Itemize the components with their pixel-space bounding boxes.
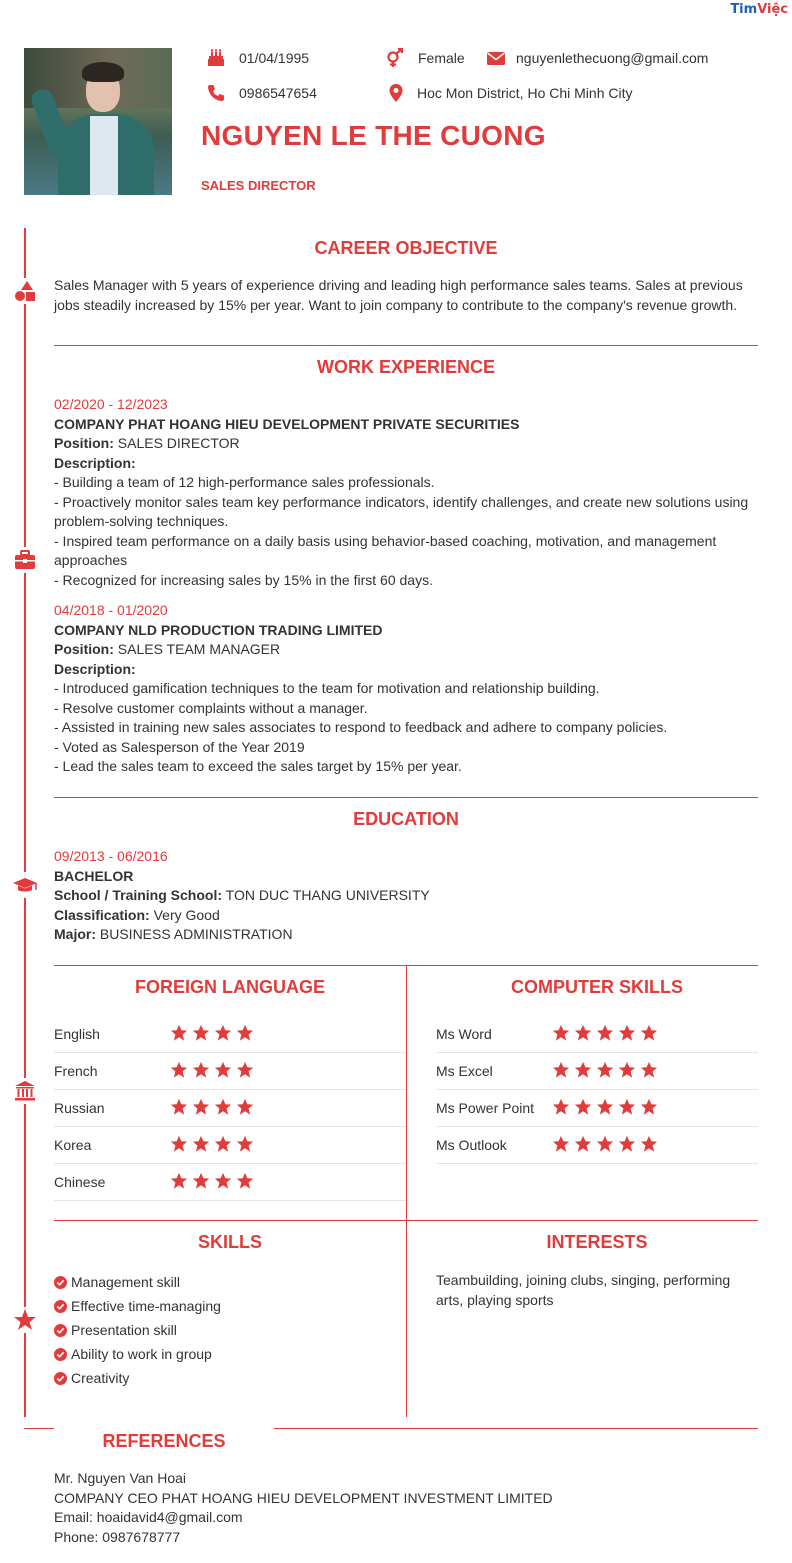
computer-title: COMPUTER SKILLS — [510, 977, 683, 997]
job-2 — [54, 601, 754, 777]
birthday-field: 01/04/1995 — [206, 48, 309, 68]
rating-label: French — [54, 1063, 98, 1079]
reference-phone: Phone: 0987678777 — [54, 1528, 181, 1545]
education-classification: Very Good — [153, 906, 220, 923]
education-entry: 09/2013 - 06/2016 BACHELOR School / Training School: TON DUC THANG UNIVERSITY Classification: Very Good Major: BUSINESS ADMINISTRATION — [54, 847, 754, 945]
rating-row — [436, 1016, 758, 1053]
check-circle-icon — [54, 1300, 67, 1313]
star-icon — [12, 1307, 38, 1333]
rating-label: Ms Word — [436, 1026, 492, 1042]
education-degree: BACHELOR — [54, 867, 134, 884]
rating-row — [54, 1090, 406, 1127]
rating-label: Ms Power Point — [436, 1100, 535, 1116]
rating-row — [436, 1127, 758, 1164]
bank-icon — [12, 1078, 38, 1104]
star-icon — [214, 1135, 232, 1156]
education-title: EDUCATION — [353, 809, 459, 829]
star-icon — [236, 1098, 254, 1119]
star-icon — [618, 1135, 636, 1156]
divider — [24, 1428, 54, 1429]
job-line: - Building a team of 12 high-performance sales professionals. — [54, 474, 435, 490]
star-icon — [596, 1098, 614, 1119]
star-icon — [192, 1061, 210, 1082]
rating-label: Korea — [54, 1137, 92, 1153]
star-icon — [170, 1098, 188, 1119]
star-icon — [236, 1024, 254, 1045]
job-line: - Recognized for increasing sales by 15% in the first 60 days. — [54, 571, 433, 588]
rating-label: Russian — [54, 1100, 105, 1116]
brand-logo: TimViệc — [730, 2, 788, 17]
rating-label: English — [54, 1026, 100, 1042]
language-title: FOREIGN LANGUAGE — [134, 977, 325, 997]
skill-item — [54, 1274, 180, 1290]
star-icon — [618, 1061, 636, 1082]
star-icon — [574, 1098, 592, 1119]
job-company: COMPANY NLD PRODUCTION TRADING LIMITED — [54, 621, 383, 638]
rating-row — [436, 1053, 758, 1090]
rating-row — [54, 1053, 406, 1090]
star-icon — [192, 1098, 210, 1119]
interests-text: Teambuilding, joining clubs, singing, performing arts, playing sports — [436, 1272, 731, 1308]
job-line: - Introduced gamification techniques to the team for motivation and relationship building. — [54, 680, 600, 696]
divider — [54, 345, 758, 346]
map-pin-icon — [386, 83, 406, 103]
skill-item — [54, 1322, 177, 1338]
education-date: 09/2013 - 06/2016 — [54, 848, 168, 864]
gender-icon — [385, 48, 405, 68]
cake-icon — [206, 48, 226, 68]
skill-item — [54, 1370, 129, 1386]
star-icon — [552, 1024, 570, 1045]
interests-title: INTERESTS — [546, 1232, 648, 1252]
star-icon — [618, 1098, 636, 1119]
divider — [54, 797, 758, 798]
star-icon — [596, 1135, 614, 1156]
objective-text: Sales Manager with 5 years of experience driving and leading high performance sales teams. Sales at previous jobs steadily increased by 15% per year. Want to join company to contribute to the company's revenue growth. — [54, 277, 743, 313]
job-line: - Proactively monitor sales team key performance indicators, identify challenges, and create new solutions using problem-solving techniques. — [54, 493, 749, 529]
rating-stars — [552, 1024, 658, 1045]
rating-stars — [170, 1024, 254, 1045]
job-1 — [54, 395, 754, 590]
job-description-label: Description: — [54, 660, 136, 677]
rating-stars — [170, 1061, 254, 1082]
skill-item — [54, 1298, 221, 1314]
job-line: - Assisted in training new sales associates to respond to feedback and adhere to company policies. — [54, 719, 668, 735]
job-company: COMPANY PHAT HOANG HIEU DEVELOPMENT PRIVATE SECURITIES — [54, 415, 520, 432]
candidate-position: SALES DIRECTOR — [201, 178, 316, 193]
reference-company: COMPANY CEO PHAT HOANG HIEU DEVELOPMENT INVESTMENT LIMITED — [54, 1489, 553, 1506]
skills-title: SKILLS — [197, 1232, 262, 1252]
reference-entry — [54, 1469, 754, 1547]
star-icon — [574, 1135, 592, 1156]
column-divider — [406, 965, 407, 1417]
star-icon — [640, 1135, 658, 1156]
job-line: - Inspired team performance on a daily basis using behavior-based coaching, motivation, and management approaches — [54, 532, 717, 568]
star-icon — [640, 1098, 658, 1119]
star-icon — [170, 1024, 188, 1045]
check-circle-icon — [54, 1276, 67, 1289]
shapes-icon — [12, 278, 38, 304]
skill-label: Effective time-managing — [71, 1298, 221, 1314]
profile-photo — [24, 48, 172, 195]
check-circle-icon — [54, 1348, 67, 1361]
job-date: 02/2020 - 12/2023 — [54, 396, 168, 412]
rating-stars — [552, 1098, 658, 1119]
star-icon — [596, 1061, 614, 1082]
rating-stars — [170, 1135, 254, 1156]
star-icon — [596, 1024, 614, 1045]
graduation-cap-icon — [12, 872, 38, 898]
check-circle-icon — [54, 1324, 67, 1337]
star-icon — [214, 1024, 232, 1045]
education-major: BUSINESS ADMINISTRATION — [99, 926, 293, 942]
star-icon — [574, 1061, 592, 1082]
rating-row — [54, 1016, 406, 1053]
job-line: - Voted as Salesperson of the Year 2019 — [54, 738, 305, 755]
star-icon — [552, 1098, 570, 1119]
star-icon — [236, 1061, 254, 1082]
star-icon — [214, 1061, 232, 1082]
divider — [54, 1220, 758, 1221]
job-line: - Resolve customer complaints without a manager. — [54, 699, 368, 716]
star-icon — [170, 1061, 188, 1082]
check-circle-icon — [54, 1372, 67, 1385]
star-icon — [574, 1024, 592, 1045]
rating-label: Ms Excel — [436, 1063, 493, 1079]
gender-field: Female — [385, 48, 465, 68]
job-line: - Lead the sales team to exceed the sales target by 15% per year. — [54, 758, 462, 774]
phone-icon — [206, 83, 226, 103]
reference-name: Mr. Nguyen Van Hoai — [54, 1470, 187, 1486]
star-icon — [170, 1135, 188, 1156]
skill-label: Ability to work in group — [71, 1346, 212, 1362]
objective-title: CAREER OBJECTIVE — [314, 238, 498, 258]
star-icon — [170, 1172, 188, 1193]
rating-label: Chinese — [54, 1174, 106, 1190]
rating-label: Ms Outlook — [436, 1137, 507, 1153]
divider — [274, 1428, 758, 1429]
job-position: Position: SALES DIRECTOR — [54, 435, 240, 451]
rating-row — [54, 1127, 406, 1164]
rating-stars — [170, 1098, 254, 1119]
experience-title: WORK EXPERIENCE — [316, 357, 496, 377]
education-school: TON DUC THANG UNIVERSITY — [225, 887, 430, 903]
candidate-name: NGUYEN LE THE CUONG — [201, 120, 546, 151]
rating-stars — [170, 1172, 254, 1193]
star-icon — [552, 1135, 570, 1156]
rating-stars — [552, 1061, 658, 1082]
star-icon — [640, 1024, 658, 1045]
phone-field: 0986547654 — [206, 83, 317, 103]
skill-label: Creativity — [71, 1370, 130, 1386]
star-icon — [618, 1024, 636, 1045]
rating-stars — [552, 1135, 658, 1156]
email-field — [486, 48, 708, 68]
briefcase-icon — [12, 547, 38, 573]
star-icon — [192, 1024, 210, 1045]
star-icon — [552, 1061, 570, 1082]
skill-label: Presentation skill — [71, 1322, 177, 1338]
reference-email: Email: hoaidavid4@gmail.com — [54, 1509, 243, 1525]
star-icon — [214, 1172, 232, 1193]
rating-row — [54, 1164, 406, 1201]
star-icon — [640, 1061, 658, 1082]
job-date: 04/2018 - 01/2020 — [54, 602, 168, 618]
star-icon — [236, 1135, 254, 1156]
star-icon — [236, 1172, 254, 1193]
timeline-line — [24, 228, 26, 1417]
email-link[interactable]: nguyenlethecuong@gmail.com — [516, 50, 709, 66]
star-icon — [192, 1172, 210, 1193]
job-position: Position: SALES TEAM MANAGER — [54, 641, 281, 657]
skill-label: Management skill — [71, 1274, 180, 1290]
star-icon — [192, 1135, 210, 1156]
address-field: Hoc Mon District, Ho Chi Minh City — [386, 83, 633, 103]
rating-row — [436, 1090, 758, 1127]
references-title: REFERENCES — [102, 1431, 226, 1451]
star-icon — [214, 1098, 232, 1119]
job-description-label: Description: — [54, 454, 136, 471]
skill-item — [54, 1346, 212, 1362]
envelope-icon — [486, 48, 506, 68]
